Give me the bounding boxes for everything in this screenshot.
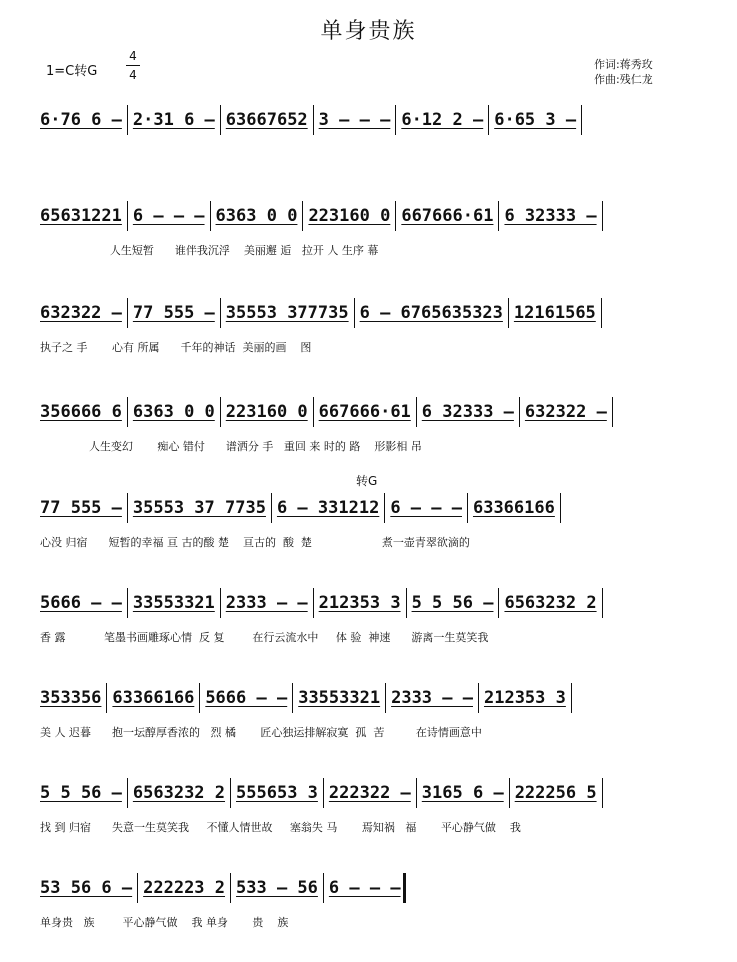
measure: 6363 0 0 — [215, 206, 298, 226]
measure: 667666·61 — [318, 402, 411, 422]
measure: 5666 – – — [40, 593, 122, 613]
bar-line — [292, 683, 293, 713]
measure: 6·65 3 – — [494, 110, 577, 130]
measure: 223160 0 — [225, 402, 308, 422]
measure: 667666·61 — [401, 206, 494, 226]
measure: 2333 – – — [225, 593, 308, 613]
score-row — [40, 775, 700, 867]
composer: 作曲:残仁龙 — [594, 73, 653, 86]
measure: 353356 — [40, 688, 102, 708]
score-row — [40, 102, 700, 194]
bar-line — [509, 778, 510, 808]
measure: 35553 37 7735 — [132, 498, 266, 518]
meter-bottom: 4 — [129, 68, 137, 82]
bar-line — [127, 493, 128, 523]
bar-line — [127, 397, 128, 427]
measure: 33553321 — [298, 688, 381, 708]
measure: 63366166 — [472, 498, 555, 518]
bar-line — [395, 201, 396, 231]
lyricist: 作词:蒋秀玫 — [594, 58, 653, 71]
measure: 6 32333 – — [504, 206, 597, 226]
measure: 6 32333 – — [421, 402, 514, 422]
measure: 12161565 — [513, 303, 596, 323]
measure: 632322 – — [524, 402, 607, 422]
measure: 63366166 — [112, 688, 195, 708]
measure: 6563232 2 — [504, 593, 597, 613]
bar-line — [106, 683, 107, 713]
measure: 6·12 2 – — [401, 110, 484, 130]
notation-line — [40, 585, 700, 621]
measure: 3165 6 – — [421, 783, 504, 803]
notation-line — [40, 394, 700, 430]
bar-line — [323, 873, 324, 903]
measure: 632322 – — [40, 303, 122, 323]
measure: 533 – 56 — [236, 878, 318, 898]
score-row — [40, 585, 700, 677]
key-change-label: 转G — [356, 474, 378, 488]
measure: 6 – 6765635323 — [359, 303, 503, 323]
lyrics-line: 人生变幻 痴心 错付 谱洒分 手 重回 来 时的 路 形影相 吊 — [40, 440, 422, 453]
measure: 5666 – – — [205, 688, 288, 708]
bar-line — [385, 683, 386, 713]
measure: 6 – – – — [328, 878, 401, 898]
bar-line — [508, 298, 509, 328]
measure: 222322 – — [328, 783, 411, 803]
measure: 6 – – – — [390, 498, 462, 518]
bar-line — [127, 105, 128, 135]
credits — [594, 57, 653, 87]
measure: 5 5 56 – — [411, 593, 494, 613]
score-row — [40, 870, 700, 962]
bar-line — [560, 493, 561, 523]
measure: 222223 2 — [143, 878, 226, 898]
bar-line — [220, 105, 221, 135]
bar-line — [127, 298, 128, 328]
bar-line — [220, 588, 221, 618]
bar-line — [498, 588, 499, 618]
score-row — [40, 295, 700, 387]
notation-line — [40, 490, 700, 526]
measure: 65631221 — [40, 206, 122, 226]
bar-line — [488, 105, 489, 135]
measure: 212353 3 — [318, 593, 401, 613]
measure: 3 – – – — [318, 110, 391, 130]
bar-line — [271, 493, 272, 523]
bar-line — [601, 298, 602, 328]
bar-line — [612, 397, 613, 427]
bar-line — [313, 397, 314, 427]
lyrics-line: 美 人 迟暮 抱一坛醇厚香浓的 烈 橘 匠心独运排解寂寞 孤 苦 在诗情画意中 — [40, 726, 482, 739]
bar-line — [581, 105, 582, 135]
bar-line — [384, 493, 385, 523]
bar-line — [302, 201, 303, 231]
measure: 35553 377735 — [225, 303, 349, 323]
lyrics-line: 找 到 归宿 失意一生莫笑我 不懂人情世故 塞翁失 马 焉知祸 福 平心静气做 我 — [40, 821, 521, 834]
measure: 33553321 — [132, 593, 215, 613]
measure: 77 555 – — [132, 303, 215, 323]
measure: 222256 5 — [514, 783, 597, 803]
notation-line — [40, 775, 700, 811]
measure: 6363 0 0 — [132, 402, 215, 422]
notation-line — [40, 102, 700, 138]
measure: 63667652 — [225, 110, 308, 130]
measure: 555653 3 — [236, 783, 318, 803]
measure: 6 – – – — [132, 206, 205, 226]
measure: 5 5 56 – — [40, 783, 122, 803]
bar-line — [127, 201, 128, 231]
bar-line — [416, 778, 417, 808]
measure: 223160 0 — [308, 206, 391, 226]
bar-line — [416, 397, 417, 427]
bar-line — [313, 588, 314, 618]
measure: 212353 3 — [483, 688, 566, 708]
bar-line — [478, 683, 479, 713]
song-title: 单身贵族 — [320, 19, 417, 44]
bar-line — [602, 778, 603, 808]
notation-line — [40, 295, 700, 331]
bar-line — [137, 873, 138, 903]
notation-line — [40, 198, 700, 234]
time-signature — [126, 48, 140, 83]
bar-line — [323, 778, 324, 808]
bar-line — [210, 201, 211, 231]
lyrics-line: 执子之 手 心有 所属 千年的神话 美丽的画 图 — [40, 341, 312, 354]
bar-line — [127, 778, 128, 808]
bar-line — [354, 298, 355, 328]
lyrics-line: 香 露 笔墨书画雕琢心情 反 复 在行云流水中 体 验 神速 游离一生莫笑我 — [40, 631, 489, 644]
bar-line — [230, 778, 231, 808]
bar-line — [602, 201, 603, 231]
measure: 6563232 2 — [132, 783, 226, 803]
score-row — [40, 490, 700, 582]
bar-line — [127, 588, 128, 618]
lyrics-line — [40, 146, 700, 166]
bar-line — [403, 873, 406, 903]
bar-line — [313, 105, 314, 135]
measure: 2333 – – — [391, 688, 473, 708]
notation-line — [40, 680, 700, 716]
bar-line — [571, 683, 572, 713]
measure: 6·76 6 – — [40, 110, 122, 130]
bar-line — [498, 201, 499, 231]
score-row — [40, 680, 700, 772]
lyrics-line: 心没 归宿 短暂的幸福 亘 古的酸 楚 亘古的 酸 楚 煮一壶青翠欲滴的 — [40, 536, 470, 549]
key-signature: 1=C转G — [46, 64, 98, 79]
meter-top: 4 — [129, 49, 137, 63]
score-row — [40, 198, 700, 290]
bar-line — [220, 298, 221, 328]
bar-line — [230, 873, 231, 903]
bar-line — [467, 493, 468, 523]
bar-line — [602, 588, 603, 618]
lyrics-line: 单身贵 族 平心静气做 我 单身 贵 族 — [40, 916, 289, 929]
notation-line — [40, 870, 700, 906]
lyrics-line: 人生短暂 谁伴我沉浮 美丽邂 逅 拉开 人 生序 幕 — [40, 244, 379, 257]
bar-line — [519, 397, 520, 427]
bar-line — [199, 683, 200, 713]
measure: 53 56 6 – — [40, 878, 133, 898]
measure: 6 – 331212 — [276, 498, 380, 518]
measure: 77 555 – — [40, 498, 122, 518]
bar-line — [220, 397, 221, 427]
measure: 2·31 6 – — [132, 110, 215, 130]
bar-line — [395, 105, 396, 135]
measure: 356666 6 — [40, 402, 122, 422]
bar-line — [406, 588, 407, 618]
